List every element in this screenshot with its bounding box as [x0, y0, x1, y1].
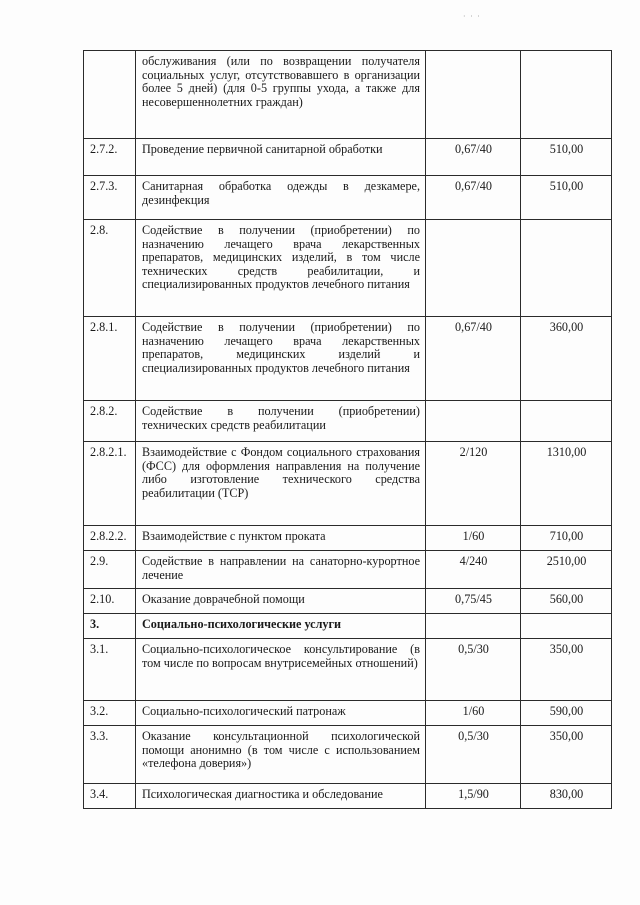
table-row — [84, 51, 612, 139]
time-norm — [426, 401, 521, 442]
service-price: 710,00 — [521, 526, 612, 551]
row-number: 2.8.2. — [84, 401, 136, 442]
row-number: 3.4. — [84, 784, 136, 809]
service-price: 1310,00 — [521, 442, 612, 526]
service-price: 560,00 — [521, 589, 612, 614]
row-number: 2.9. — [84, 551, 136, 589]
time-norm: 1,5/90 — [426, 784, 521, 809]
row-number: 2.8.2.2. — [84, 526, 136, 551]
time-norm: 0,67/40 — [426, 317, 521, 401]
service-price: 830,00 — [521, 784, 612, 809]
row-number: 3.2. — [84, 701, 136, 726]
service-price: 360,00 — [521, 317, 612, 401]
section-title: Социально-психологические услуги — [136, 614, 426, 639]
section-header-row — [84, 614, 612, 639]
time-norm: 0,5/30 — [426, 639, 521, 701]
row-number — [84, 51, 136, 139]
time-norm: 0,75/45 — [426, 589, 521, 614]
table-row — [84, 220, 612, 317]
row-number: 2.7.2. — [84, 139, 136, 176]
time-norm: 4/240 — [426, 551, 521, 589]
row-number: 3.1. — [84, 639, 136, 701]
row-number: 2.8.1. — [84, 317, 136, 401]
time-norm: 1/60 — [426, 526, 521, 551]
table-row — [84, 701, 612, 726]
row-number: 2.8.2.1. — [84, 442, 136, 526]
time-norm — [426, 220, 521, 317]
table-row — [84, 442, 612, 526]
service-price: 590,00 — [521, 701, 612, 726]
table-row — [84, 784, 612, 809]
service-price: 350,00 — [521, 726, 612, 784]
service-price — [521, 401, 612, 442]
service-price — [521, 614, 612, 639]
service-price: 350,00 — [521, 639, 612, 701]
service-price — [521, 51, 612, 139]
table-row — [84, 639, 612, 701]
section-number: 3. — [84, 614, 136, 639]
service-price: 510,00 — [521, 139, 612, 176]
time-norm: 0,67/40 — [426, 176, 521, 220]
service-name: обслуживания (или по возвращении получателя социальных услуг, отсутствовавшего в организации более 5 дней) (для 0-5 группы ухода, а также для несовершеннолетних граждан) — [136, 51, 426, 139]
time-norm: 2/120 — [426, 442, 521, 526]
service-name: Оказание консультационной психологической помощи анонимно (в том числе с использованием «телефона доверия») — [136, 726, 426, 784]
table-row — [84, 317, 612, 401]
service-name: Содействие в получении (приобретении) по назначению лечащего врача лекарственных препаратов, медицинских изделий и специализированных продуктов лечебного питания — [136, 317, 426, 401]
service-name: Взаимодействие с Фондом социального страхования (ФСС) для оформления направления на получение либо изготовление технического средства реабилитации (ТСР) — [136, 442, 426, 526]
table-row — [84, 139, 612, 176]
time-norm — [426, 614, 521, 639]
service-name: Проведение первичной санитарной обработки — [136, 139, 426, 176]
row-number: 2.10. — [84, 589, 136, 614]
page-header-mark: · · · — [463, 12, 481, 21]
service-name: Оказание доврачебной помощи — [136, 589, 426, 614]
time-norm: 1/60 — [426, 701, 521, 726]
table-row — [84, 401, 612, 442]
service-price: 2510,00 — [521, 551, 612, 589]
service-price: 510,00 — [521, 176, 612, 220]
time-norm: 0,5/30 — [426, 726, 521, 784]
row-number: 2.8. — [84, 220, 136, 317]
service-price — [521, 220, 612, 317]
service-name: Социально-психологический патронаж — [136, 701, 426, 726]
table-row — [84, 726, 612, 784]
service-name: Санитарная обработка одежды в дезкамере, дезинфекция — [136, 176, 426, 220]
service-name: Социально-психологическое консультирование (в том числе по вопросам внутрисемейных отношений) — [136, 639, 426, 701]
table-row — [84, 526, 612, 551]
row-number: 3.3. — [84, 726, 136, 784]
service-name: Содействие в направлении на санаторно-курортное лечение — [136, 551, 426, 589]
row-number: 2.7.3. — [84, 176, 136, 220]
service-name: Психологическая диагностика и обследование — [136, 784, 426, 809]
service-name: Взаимодействие с пунктом проката — [136, 526, 426, 551]
services-table — [83, 50, 612, 809]
table-row — [84, 551, 612, 589]
time-norm: 0,67/40 — [426, 139, 521, 176]
table-row — [84, 176, 612, 220]
table-row — [84, 589, 612, 614]
time-norm — [426, 51, 521, 139]
service-name: Содействие в получении (приобретении) технических средств реабилитации — [136, 401, 426, 442]
service-name: Содействие в получении (приобретении) по назначению лечащего врача лекарственных препаратов, медицинских изделий, в том числе технических средств реабилитации, и специализированных продуктов лечебного питания — [136, 220, 426, 317]
